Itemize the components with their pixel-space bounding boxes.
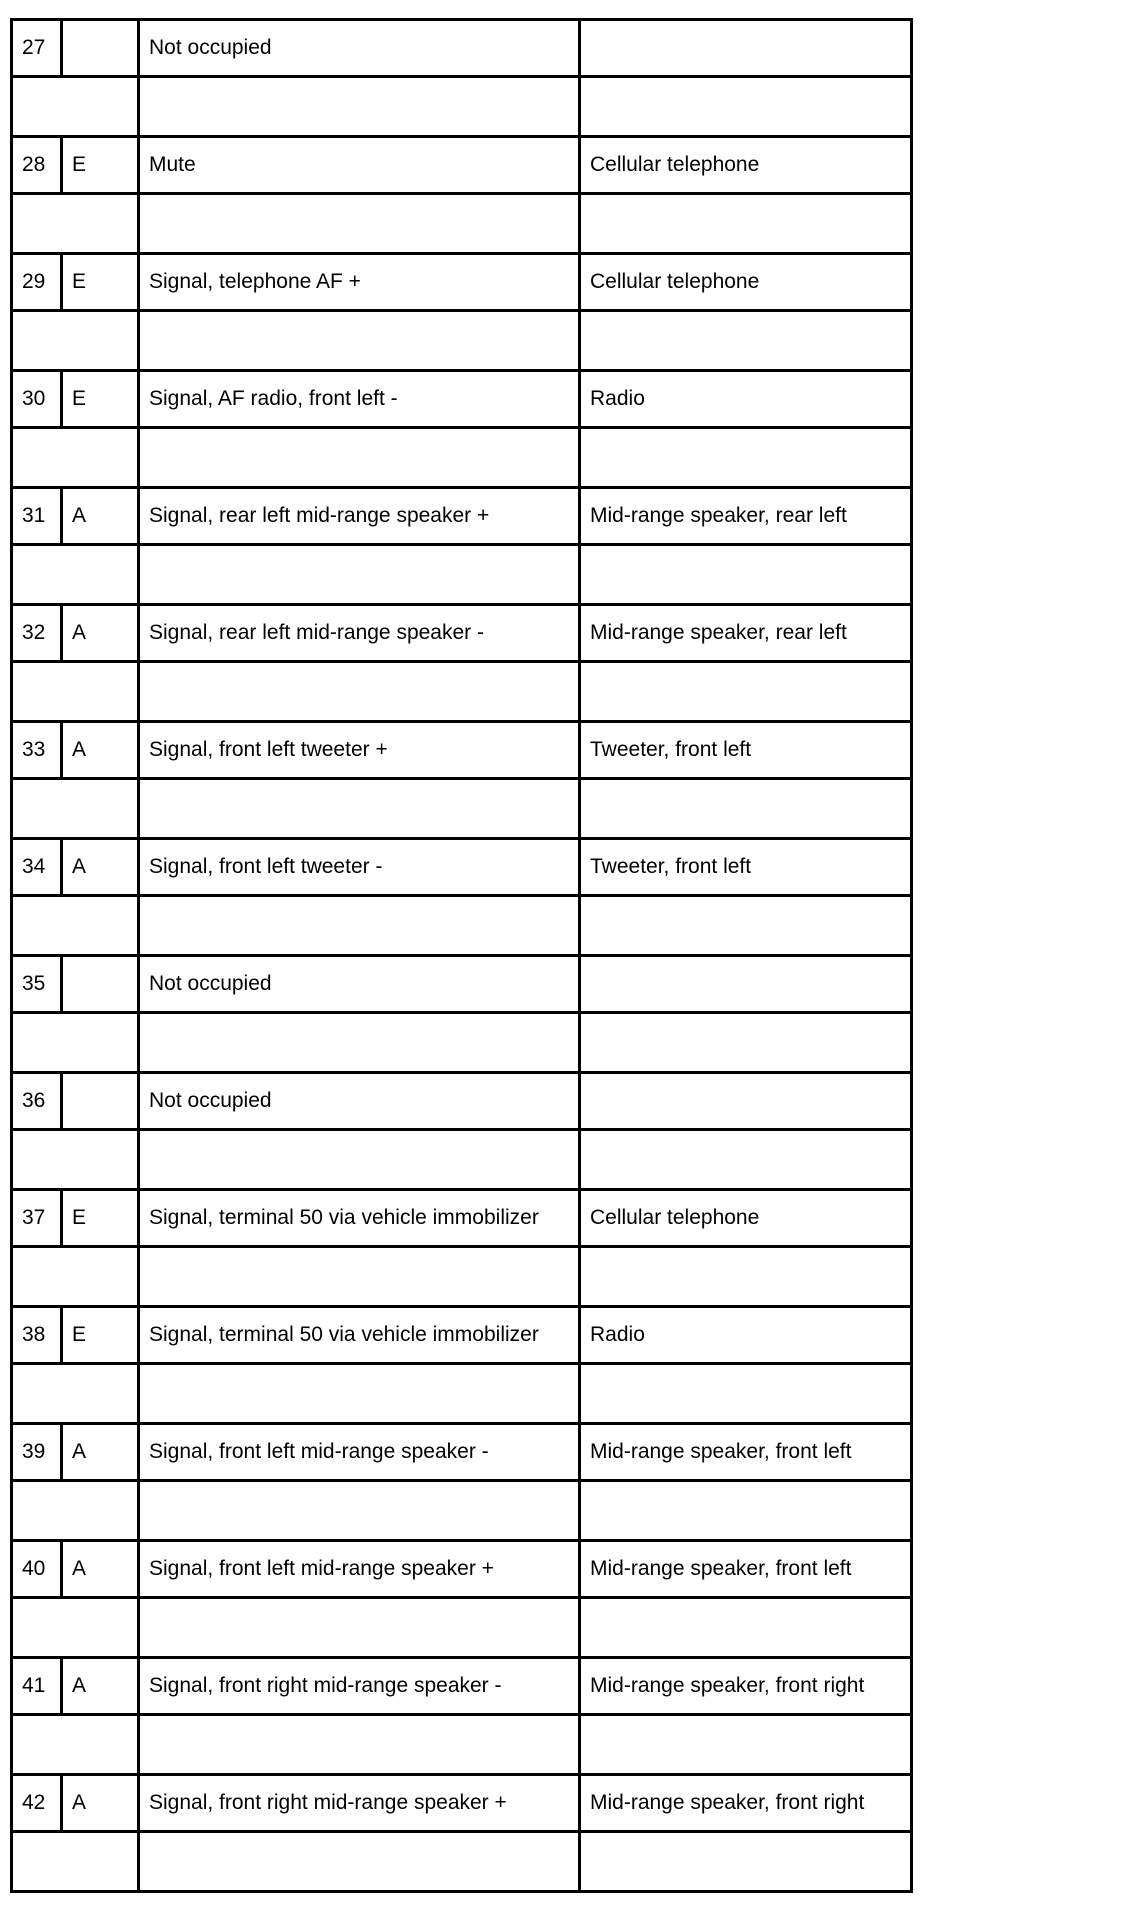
spacer-row	[12, 662, 912, 722]
spacer-cell-signal	[139, 311, 580, 371]
spacer-cell-left	[12, 1013, 139, 1073]
spacer-cell-signal	[139, 545, 580, 605]
pin-signal-cell: Not occupied	[139, 956, 580, 1013]
spacer-row	[12, 1364, 912, 1424]
pin-number-cell: 34	[12, 839, 62, 896]
spacer-cell-left	[12, 662, 139, 722]
pin-assignment-table	[10, 18, 913, 1893]
pin-signal-cell: Signal, rear left mid-range speaker +	[139, 488, 580, 545]
pin-component-cell: Cellular telephone	[580, 1190, 912, 1247]
pin-number-cell: 38	[12, 1307, 62, 1364]
spacer-cell-signal	[139, 1832, 580, 1892]
pin-component-cell: Mid-range speaker, front right	[580, 1775, 912, 1832]
spacer-cell-left	[12, 1364, 139, 1424]
spacer-cell-left	[12, 896, 139, 956]
spacer-row	[12, 545, 912, 605]
spacer-cell-left	[12, 1481, 139, 1541]
pin-signal-cell: Signal, front right mid-range speaker -	[139, 1658, 580, 1715]
pin-row	[12, 488, 912, 545]
spacer-row	[12, 779, 912, 839]
spacer-row	[12, 311, 912, 371]
pin-signal-cell: Mute	[139, 137, 580, 194]
pin-component-cell: Mid-range speaker, front left	[580, 1424, 912, 1481]
pin-number-cell: 30	[12, 371, 62, 428]
pin-code-cell: A	[62, 1424, 139, 1481]
pin-table-body	[12, 20, 912, 1892]
spacer-cell-signal	[139, 896, 580, 956]
pin-signal-cell: Not occupied	[139, 1073, 580, 1130]
spacer-cell-component	[580, 662, 912, 722]
pin-code-cell	[62, 20, 139, 77]
spacer-cell-component	[580, 1130, 912, 1190]
pin-row	[12, 722, 912, 779]
pin-code-cell: E	[62, 137, 139, 194]
pin-number-cell: 41	[12, 1658, 62, 1715]
spacer-cell-signal	[139, 1364, 580, 1424]
spacer-cell-component	[580, 194, 912, 254]
spacer-cell-left	[12, 428, 139, 488]
pin-component-cell: Radio	[580, 1307, 912, 1364]
pin-number-cell: 32	[12, 605, 62, 662]
spacer-cell-component	[580, 1013, 912, 1073]
pin-number-cell: 42	[12, 1775, 62, 1832]
spacer-cell-component	[580, 1832, 912, 1892]
pin-number-cell: 39	[12, 1424, 62, 1481]
spacer-cell-component	[580, 1364, 912, 1424]
pin-row	[12, 1541, 912, 1598]
spacer-row	[12, 194, 912, 254]
pin-component-cell: Mid-range speaker, front right	[580, 1658, 912, 1715]
pin-row	[12, 1658, 912, 1715]
pin-code-cell: E	[62, 1307, 139, 1364]
spacer-row	[12, 896, 912, 956]
spacer-cell-signal	[139, 1598, 580, 1658]
pin-signal-cell: Signal, telephone AF +	[139, 254, 580, 311]
spacer-row	[12, 1715, 912, 1775]
spacer-row	[12, 1832, 912, 1892]
pin-number-cell: 28	[12, 137, 62, 194]
pin-component-cell: Mid-range speaker, front left	[580, 1541, 912, 1598]
pin-component-cell	[580, 20, 912, 77]
pin-number-cell: 40	[12, 1541, 62, 1598]
spacer-cell-component	[580, 77, 912, 137]
spacer-cell-component	[580, 896, 912, 956]
spacer-cell-signal	[139, 1481, 580, 1541]
pin-row	[12, 1190, 912, 1247]
pin-number-cell: 29	[12, 254, 62, 311]
spacer-cell-component	[580, 1247, 912, 1307]
pin-signal-cell: Signal, rear left mid-range speaker -	[139, 605, 580, 662]
pin-component-cell: Mid-range speaker, rear left	[580, 605, 912, 662]
spacer-cell-left	[12, 194, 139, 254]
spacer-row	[12, 1481, 912, 1541]
spacer-cell-left	[12, 1130, 139, 1190]
pin-code-cell	[62, 956, 139, 1013]
pin-row	[12, 956, 912, 1013]
pin-code-cell	[62, 1073, 139, 1130]
pin-row	[12, 254, 912, 311]
spacer-cell-component	[580, 428, 912, 488]
pin-signal-cell: Signal, front left mid-range speaker -	[139, 1424, 580, 1481]
pin-signal-cell: Not occupied	[139, 20, 580, 77]
pin-row	[12, 1775, 912, 1832]
pin-component-cell	[580, 956, 912, 1013]
pin-number-cell: 33	[12, 722, 62, 779]
pin-component-cell: Cellular telephone	[580, 137, 912, 194]
pin-row	[12, 839, 912, 896]
spacer-row	[12, 77, 912, 137]
spacer-cell-left	[12, 77, 139, 137]
pin-signal-cell: Signal, front left tweeter -	[139, 839, 580, 896]
pin-signal-cell: Signal, front left tweeter +	[139, 722, 580, 779]
pin-number-cell: 36	[12, 1073, 62, 1130]
spacer-cell-signal	[139, 194, 580, 254]
pin-number-cell: 35	[12, 956, 62, 1013]
pin-row	[12, 1424, 912, 1481]
pin-signal-cell: Signal, front left mid-range speaker +	[139, 1541, 580, 1598]
spacer-row	[12, 1598, 912, 1658]
pin-code-cell: E	[62, 1190, 139, 1247]
pin-number-cell: 31	[12, 488, 62, 545]
spacer-cell-signal	[139, 428, 580, 488]
spacer-cell-component	[580, 1481, 912, 1541]
pin-component-cell: Radio	[580, 371, 912, 428]
pin-row	[12, 20, 912, 77]
pin-code-cell: A	[62, 1775, 139, 1832]
spacer-cell-component	[580, 311, 912, 371]
spacer-cell-signal	[139, 1013, 580, 1073]
spacer-row	[12, 1013, 912, 1073]
spacer-cell-signal	[139, 1715, 580, 1775]
spacer-cell-left	[12, 1832, 139, 1892]
pin-component-cell	[580, 1073, 912, 1130]
spacer-cell-component	[580, 545, 912, 605]
pin-signal-cell: Signal, terminal 50 via vehicle immobilizer	[139, 1190, 580, 1247]
pin-code-cell: A	[62, 839, 139, 896]
pin-code-cell: A	[62, 488, 139, 545]
spacer-cell-component	[580, 779, 912, 839]
pin-signal-cell: Signal, AF radio, front left -	[139, 371, 580, 428]
spacer-cell-left	[12, 1598, 139, 1658]
spacer-cell-signal	[139, 1130, 580, 1190]
spacer-cell-signal	[139, 779, 580, 839]
pin-code-cell: A	[62, 605, 139, 662]
pin-code-cell: A	[62, 1541, 139, 1598]
pin-row	[12, 371, 912, 428]
pin-signal-cell: Signal, terminal 50 via vehicle immobilizer	[139, 1307, 580, 1364]
spacer-row	[12, 428, 912, 488]
spacer-cell-signal	[139, 1247, 580, 1307]
pin-number-cell: 27	[12, 20, 62, 77]
spacer-cell-left	[12, 1715, 139, 1775]
pin-component-cell: Mid-range speaker, rear left	[580, 488, 912, 545]
spacer-row	[12, 1247, 912, 1307]
pin-code-cell: E	[62, 371, 139, 428]
pin-component-cell: Tweeter, front left	[580, 722, 912, 779]
spacer-cell-component	[580, 1598, 912, 1658]
spacer-cell-component	[580, 1715, 912, 1775]
pin-row	[12, 1073, 912, 1130]
pin-row	[12, 605, 912, 662]
spacer-cell-left	[12, 1247, 139, 1307]
pin-component-cell: Tweeter, front left	[580, 839, 912, 896]
spacer-cell-left	[12, 779, 139, 839]
pin-row	[12, 137, 912, 194]
spacer-cell-signal	[139, 77, 580, 137]
pin-component-cell: Cellular telephone	[580, 254, 912, 311]
spacer-cell-signal	[139, 662, 580, 722]
pin-code-cell: A	[62, 1658, 139, 1715]
spacer-cell-left	[12, 311, 139, 371]
pin-signal-cell: Signal, front right mid-range speaker +	[139, 1775, 580, 1832]
spacer-row	[12, 1130, 912, 1190]
spacer-cell-left	[12, 545, 139, 605]
pin-row	[12, 1307, 912, 1364]
pin-code-cell: A	[62, 722, 139, 779]
pin-number-cell: 37	[12, 1190, 62, 1247]
pin-code-cell: E	[62, 254, 139, 311]
